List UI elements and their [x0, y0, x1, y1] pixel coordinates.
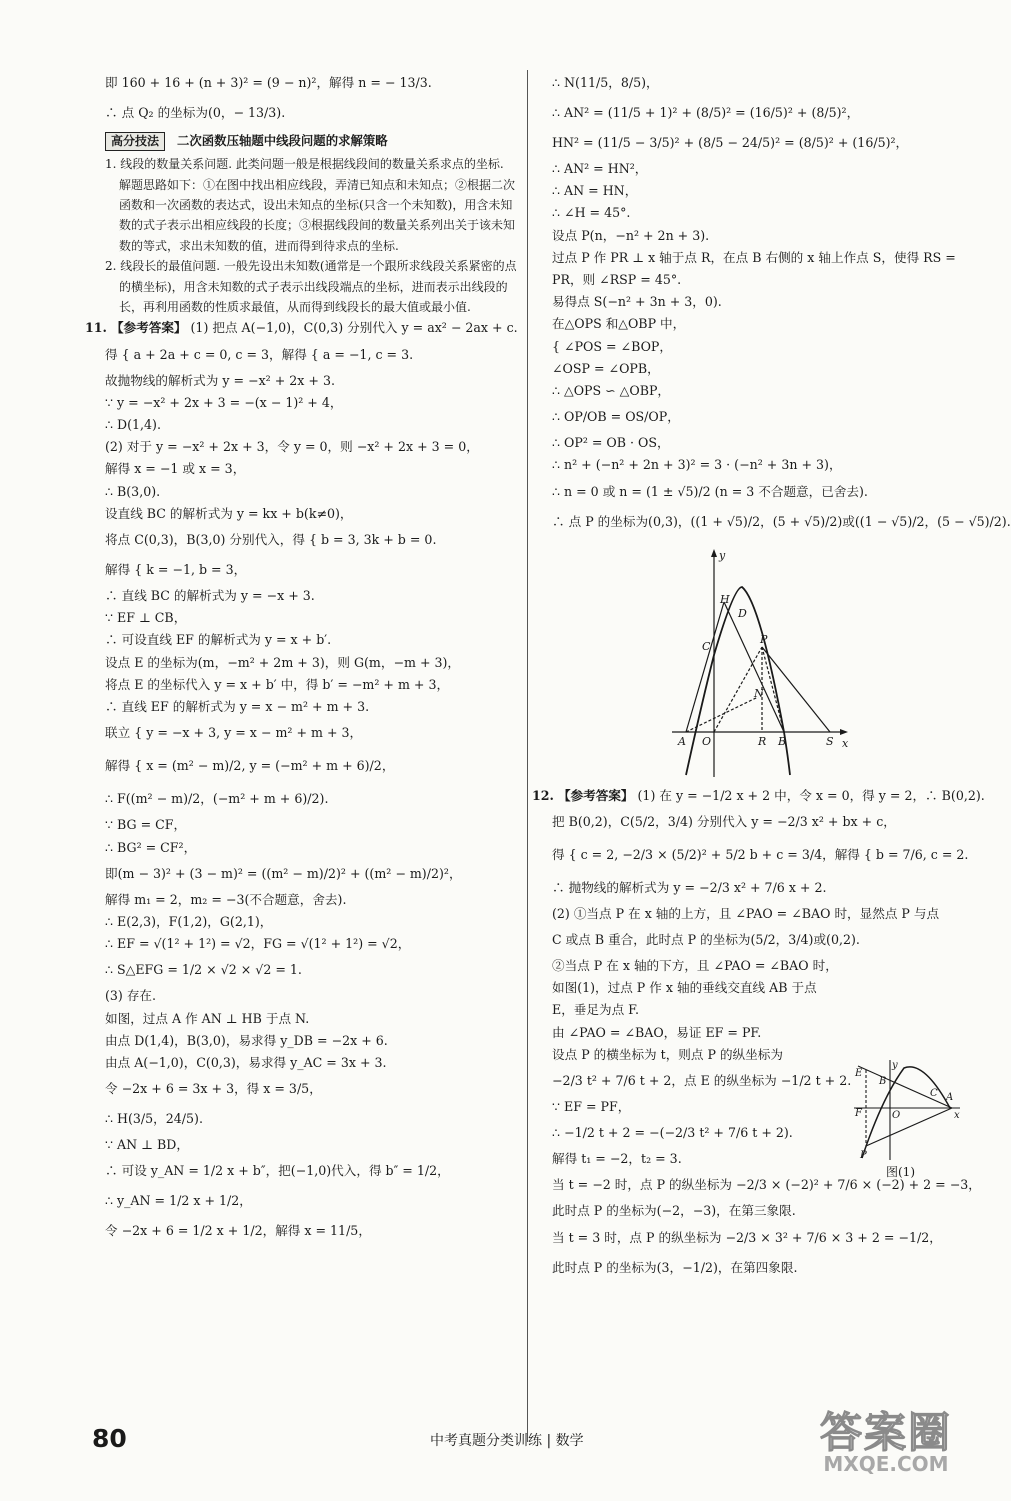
- left-column: [85, 68, 518, 1246]
- question-number: 11.: [85, 320, 107, 336]
- text-line: ∠OSP = ∠OPB，: [552, 360, 660, 376]
- text-line: ∴ 可设 y_AN = 1/2 x + b″，把(−1,0)代入，得 b″ = 1/2，: [105, 1163, 450, 1179]
- text-line: PR，则 ∠RSP = 45°.: [552, 272, 682, 288]
- question-12-header: [532, 785, 985, 807]
- label-o: O: [892, 1110, 901, 1121]
- text-line: ∴ 直线 EF 的解析式为 y = x − m² + m + 3.: [105, 699, 370, 715]
- text-line: C 或点 B 重合，此时点 P 的坐标为(5/2，3/4)或(0,2).: [552, 932, 860, 948]
- tip-item: 2. 线段长的最值问题. 一般先设出未知数(通常是一个跟所求线段关系紧密的点的横坐标)，用含未知数的式子表示出线段端点的坐标，进而表示出线段的长，再利用函数的性质求最值，从而得到线段长的最大值或最小值.: [105, 259, 517, 315]
- question-number: 12.: [532, 787, 554, 803]
- text-line: 设直线 BC 的解析式为 y = kx + b(k≠0)，: [105, 505, 353, 521]
- text-line: ∵ BG = CF，: [105, 817, 187, 833]
- text-line: ∴ ∠H = 45°.: [552, 205, 631, 221]
- text-line: 当 t = 3 时，点 P 的纵坐标为 −2/3 × 3² + 7/6 × 3 + 2 = −1/2，: [552, 1229, 942, 1245]
- label-b: B: [879, 1076, 887, 1087]
- text-line: 由点 A(−1,0)，C(0,3)，易求得 y_AC = 3x + 3.: [105, 1054, 387, 1070]
- tip-item: 1. 线段的数量关系问题. 此类问题一般是根据线段间的数量关系求点的坐标. 解题思路如下：①在图中找出相应线段，弄清已知点和未知点；②根据二次函数和一次函数的表达式，设出未知点的坐标(只含一个未知数)，用含未知数的式子表示出相应线段的长度；③根据线段间的数量关系列出关于该未知数的等式，求出未知数的值，进而得到待求点的坐标.: [105, 157, 516, 253]
- answer-label: 【参考答案】: [110, 320, 187, 336]
- text-line: 解得 { k = −1, b = 3，: [105, 562, 247, 578]
- text-line: (1) 把点 A(−1,0)，C(0,3) 分别代入 y = ax² − 2ax + c.: [190, 320, 518, 336]
- text-line: ∴ S△EFG = 1/2 × √2 × √2 = 1.: [105, 962, 302, 978]
- text-line: ∴ 直线 BC 的解析式为 y = −x + 3.: [105, 588, 315, 604]
- label-y: y: [719, 548, 726, 562]
- text-line: ∴ 可设直线 EF 的解析式为 y = x + b′.: [105, 632, 332, 648]
- text-line: 把 B(0,2)，C(5/2，3/4) 分别代入 y = −2/3 x² + bx + c，: [552, 813, 896, 829]
- y-axis-arrow: [711, 549, 717, 557]
- text-line: 设点 P(n，−n² + 2n + 3).: [552, 227, 710, 243]
- text-line: ∴ OP² = OB · OS，: [552, 435, 670, 451]
- text-line: ②当点 P 在 x 轴的下方，且 ∠PAO = ∠BAO 时，: [552, 958, 838, 974]
- question-11-header: [85, 317, 518, 339]
- tip-title: 二次函数压轴题中线段问题的求解策略: [177, 133, 388, 148]
- text-line: (2) ①当点 P 在 x 轴的上方，且 ∠PAO = ∠BAO 时，显然点 P 与点: [552, 905, 940, 921]
- watermark-logo: [820, 1400, 952, 1476]
- text-line: ∴ B(3,0).: [105, 483, 161, 499]
- label-f: F: [855, 1108, 862, 1119]
- text-line: ∴ E(2,3)，F(1,2)，G(2,1)，: [105, 913, 273, 929]
- label-c: C: [702, 639, 711, 653]
- label-n: N: [754, 686, 764, 700]
- text-line: 在△OPS 和△OBP 中，: [552, 316, 686, 332]
- text-line: 如图(1)，过点 P 作 x 轴的垂线交直线 AB 于点: [552, 980, 817, 996]
- text-line: ∴ AN² = HN²，: [552, 161, 648, 176]
- page-number: 80: [92, 1424, 127, 1453]
- text-line: HN² = (11/5 − 3/5)² + (8/5 − 24/5)² = (8/5)² + (16/5)²，: [552, 135, 909, 150]
- text-line: 令 −2x + 6 = 1/2 x + 1/2，解得 x = 11/5，: [105, 1223, 371, 1239]
- tip-badge: 高分技法: [105, 132, 165, 151]
- text-line: ∴ −1/2 t + 2 = −(−2/3 t² + 7/6 t + 2).: [552, 1125, 793, 1141]
- text-line: 如图，过点 A 作 AN ⊥ HB 于点 N.: [105, 1010, 310, 1026]
- label-c: C: [930, 1088, 938, 1099]
- book-title: 中考真题分类训练 | 数学: [430, 1433, 584, 1449]
- text-line: 解得 m₁ = 2，m₂ = −3(不合题意，舍去).: [105, 891, 347, 907]
- label-x: x: [954, 1110, 960, 1121]
- label-o: O: [702, 734, 712, 748]
- tip-header: [105, 130, 517, 152]
- text-line: ∴ AN = HN，: [552, 183, 638, 199]
- text-line: ∴ n² + (−n² + 2n + 3)² = 3 · (−n² + 3n + 3)，: [552, 457, 842, 473]
- text-line: ∵ y = −x² + 2x + 3 = −(x − 1)² + 4，: [105, 394, 343, 410]
- watermark-sub: MXQE.COM: [823, 1452, 949, 1476]
- text-line: (3) 存在.: [105, 988, 157, 1004]
- figure-1-caption: 图(1): [886, 1165, 915, 1179]
- label-p: P: [860, 1150, 867, 1161]
- label-s: S: [826, 734, 834, 748]
- column-divider: [527, 70, 528, 1442]
- text-line: ∴ F((m² − m)/2，(−m² + m + 6)/2).: [105, 791, 329, 807]
- text-line: 由点 D(1,4)，B(3,0)，易求得 y_DB = −2x + 6.: [105, 1032, 388, 1048]
- text-line: ∴ EF = √(1² + 1²) = √2，FG = √(1² + 1²) = √2，: [105, 936, 411, 952]
- text-line: (1) 在 y = −1/2 x + 2 中，令 x = 0，得 y = 2，∴ B(0,2).: [637, 787, 985, 803]
- text-line: ∴ 点 Q₂ 的坐标为(0，− 13/3).: [105, 105, 286, 120]
- text-line: { ∠POS = ∠BOP，: [552, 338, 672, 354]
- figure-1-graph: [852, 1058, 962, 1163]
- text-line: E，垂足为点 F.: [552, 1002, 639, 1018]
- line-ah: [686, 602, 724, 732]
- parabola-curve: [862, 1067, 950, 1158]
- text-line: ∴ N(11/5，8/5)，: [552, 75, 659, 90]
- text-line: 得 { a + 2a + c = 0, c = 3，解得 { a = −1, c = 3.: [105, 346, 414, 362]
- text-line: 解得 { x = (m² − m)/2, y = (−m² + m + 6)/2，: [105, 758, 395, 774]
- line-ps: [762, 647, 830, 732]
- text-line: 将点 C(0,3)，B(3,0) 分别代入，得 { b = 3, 3k + b = 0.: [105, 532, 437, 548]
- label-e: E: [855, 1068, 863, 1079]
- answer-label: 【参考答案】: [557, 787, 634, 803]
- label-x: x: [842, 736, 849, 750]
- watermark-main: 答案圈: [820, 1408, 953, 1457]
- text-line: 过点 P 作 PR ⊥ x 轴于点 R，在点 B 右侧的 x 轴上作点 S，使得 RS =: [552, 249, 956, 265]
- parabola-figure: [672, 547, 852, 779]
- text-line: 将点 E 的坐标代入 y = x + b′ 中，得 b′ = −m² + m + 3，: [105, 676, 450, 692]
- text-line: ∴ y_AN = 1/2 x + 1/2，: [105, 1193, 252, 1209]
- text-line: 故抛物线的解析式为 y = −x² + 2x + 3.: [105, 372, 335, 388]
- text-line: 易得点 S(−n² + 3n + 3，0).: [552, 294, 722, 310]
- text-line: ∴ BG² = CF²，: [105, 839, 197, 855]
- text-line: 解得 t₁ = −2，t₂ = 3.: [552, 1151, 682, 1167]
- text-line: 得 { c = 2, −2/3 × (5/2)² + 5/2 b + c = 3/4，解得 { b = 7/6, c = 2.: [552, 846, 969, 862]
- text-line: ∵ EF ⊥ CB，: [105, 610, 187, 626]
- text-line: 设点 P 的横坐标为 t，则点 P 的纵坐标为: [552, 1046, 783, 1062]
- text-line: 解得 x = −1 或 x = 3，: [105, 461, 246, 477]
- text-line: ∴ H(3/5，24/5).: [105, 1111, 203, 1127]
- text-line: ∴ OP/OB = OS/OP，: [552, 409, 680, 425]
- label-p: P: [760, 632, 768, 646]
- text-line: 此时点 P 的坐标为(−2，−3)，在第三象限.: [552, 1203, 796, 1219]
- text-line: 令 −2x + 6 = 3x + 3，得 x = 3/5，: [105, 1081, 322, 1097]
- label-d: D: [738, 606, 747, 620]
- text-line: 由 ∠PAO = ∠BAO，易证 EF = PF.: [552, 1024, 762, 1040]
- line-an: [686, 697, 758, 732]
- text-line: ∴ 点 P 的坐标为(0,3)，((1 + √5)/2，(5 + √5)/2)或((1 − √5)/2，(5 − √5)/2).: [552, 513, 1011, 529]
- x-axis-arrow: [840, 729, 848, 735]
- text-line: ∵ EF = PF，: [552, 1099, 631, 1115]
- text-line: 即(m − 3)² + (3 − m)² = ((m² − m)/2)² + ((m² − m)/2)²，: [105, 865, 462, 881]
- text-line: 即 160 + 16 + (n + 3)² = (9 − n)²，解得 n = − 13/3.: [105, 75, 432, 90]
- text-line: 设点 E 的坐标为(m，−m² + 2m + 3)，则 G(m，−m + 3)，: [105, 654, 461, 670]
- text-line: ∴ 抛物线的解析式为 y = −2/3 x² + 7/6 x + 2.: [552, 879, 827, 895]
- text-line: 联立 { y = −x + 3, y = x − m² + m + 3，: [105, 725, 363, 741]
- text-line: −2/3 t² + 7/6 t + 2，点 E 的纵坐标为 −1/2 t + 2.: [552, 1073, 852, 1089]
- label-b: B: [778, 734, 787, 748]
- text-line: ∵ AN ⊥ BD，: [105, 1137, 189, 1153]
- text-line: ∴ △OPS ∽ △OBP，: [552, 383, 671, 399]
- text-line: 此时点 P 的坐标为(3，−1/2)，在第四象限.: [552, 1259, 798, 1275]
- text-line: ∴ D(1,4).: [105, 417, 161, 433]
- label-y: y: [892, 1060, 898, 1071]
- label-h: H: [720, 592, 730, 606]
- line-hb: [724, 602, 784, 732]
- label-r: R: [758, 734, 767, 748]
- text-line: (2) 对于 y = −x² + 2x + 3，令 y = 0，则 −x² + 2x + 3 = 0，: [105, 439, 479, 455]
- tip-box: [105, 130, 517, 317]
- text-line: 当 t = −2 时，点 P 的纵坐标为 −2/3 × (−2)² + 7/6 × (−2) + 2 = −3，: [552, 1177, 981, 1193]
- label-a: A: [678, 734, 686, 748]
- label-a: A: [946, 1092, 954, 1103]
- text-line: ∴ n = 0 或 n = (1 ± √5)/2 (n = 3 不合题意，已舍去).: [552, 483, 868, 499]
- text-line: ∴ AN² = (11/5 + 1)² + (8/5)² = (16/5)² + (8/5)²，: [552, 105, 860, 120]
